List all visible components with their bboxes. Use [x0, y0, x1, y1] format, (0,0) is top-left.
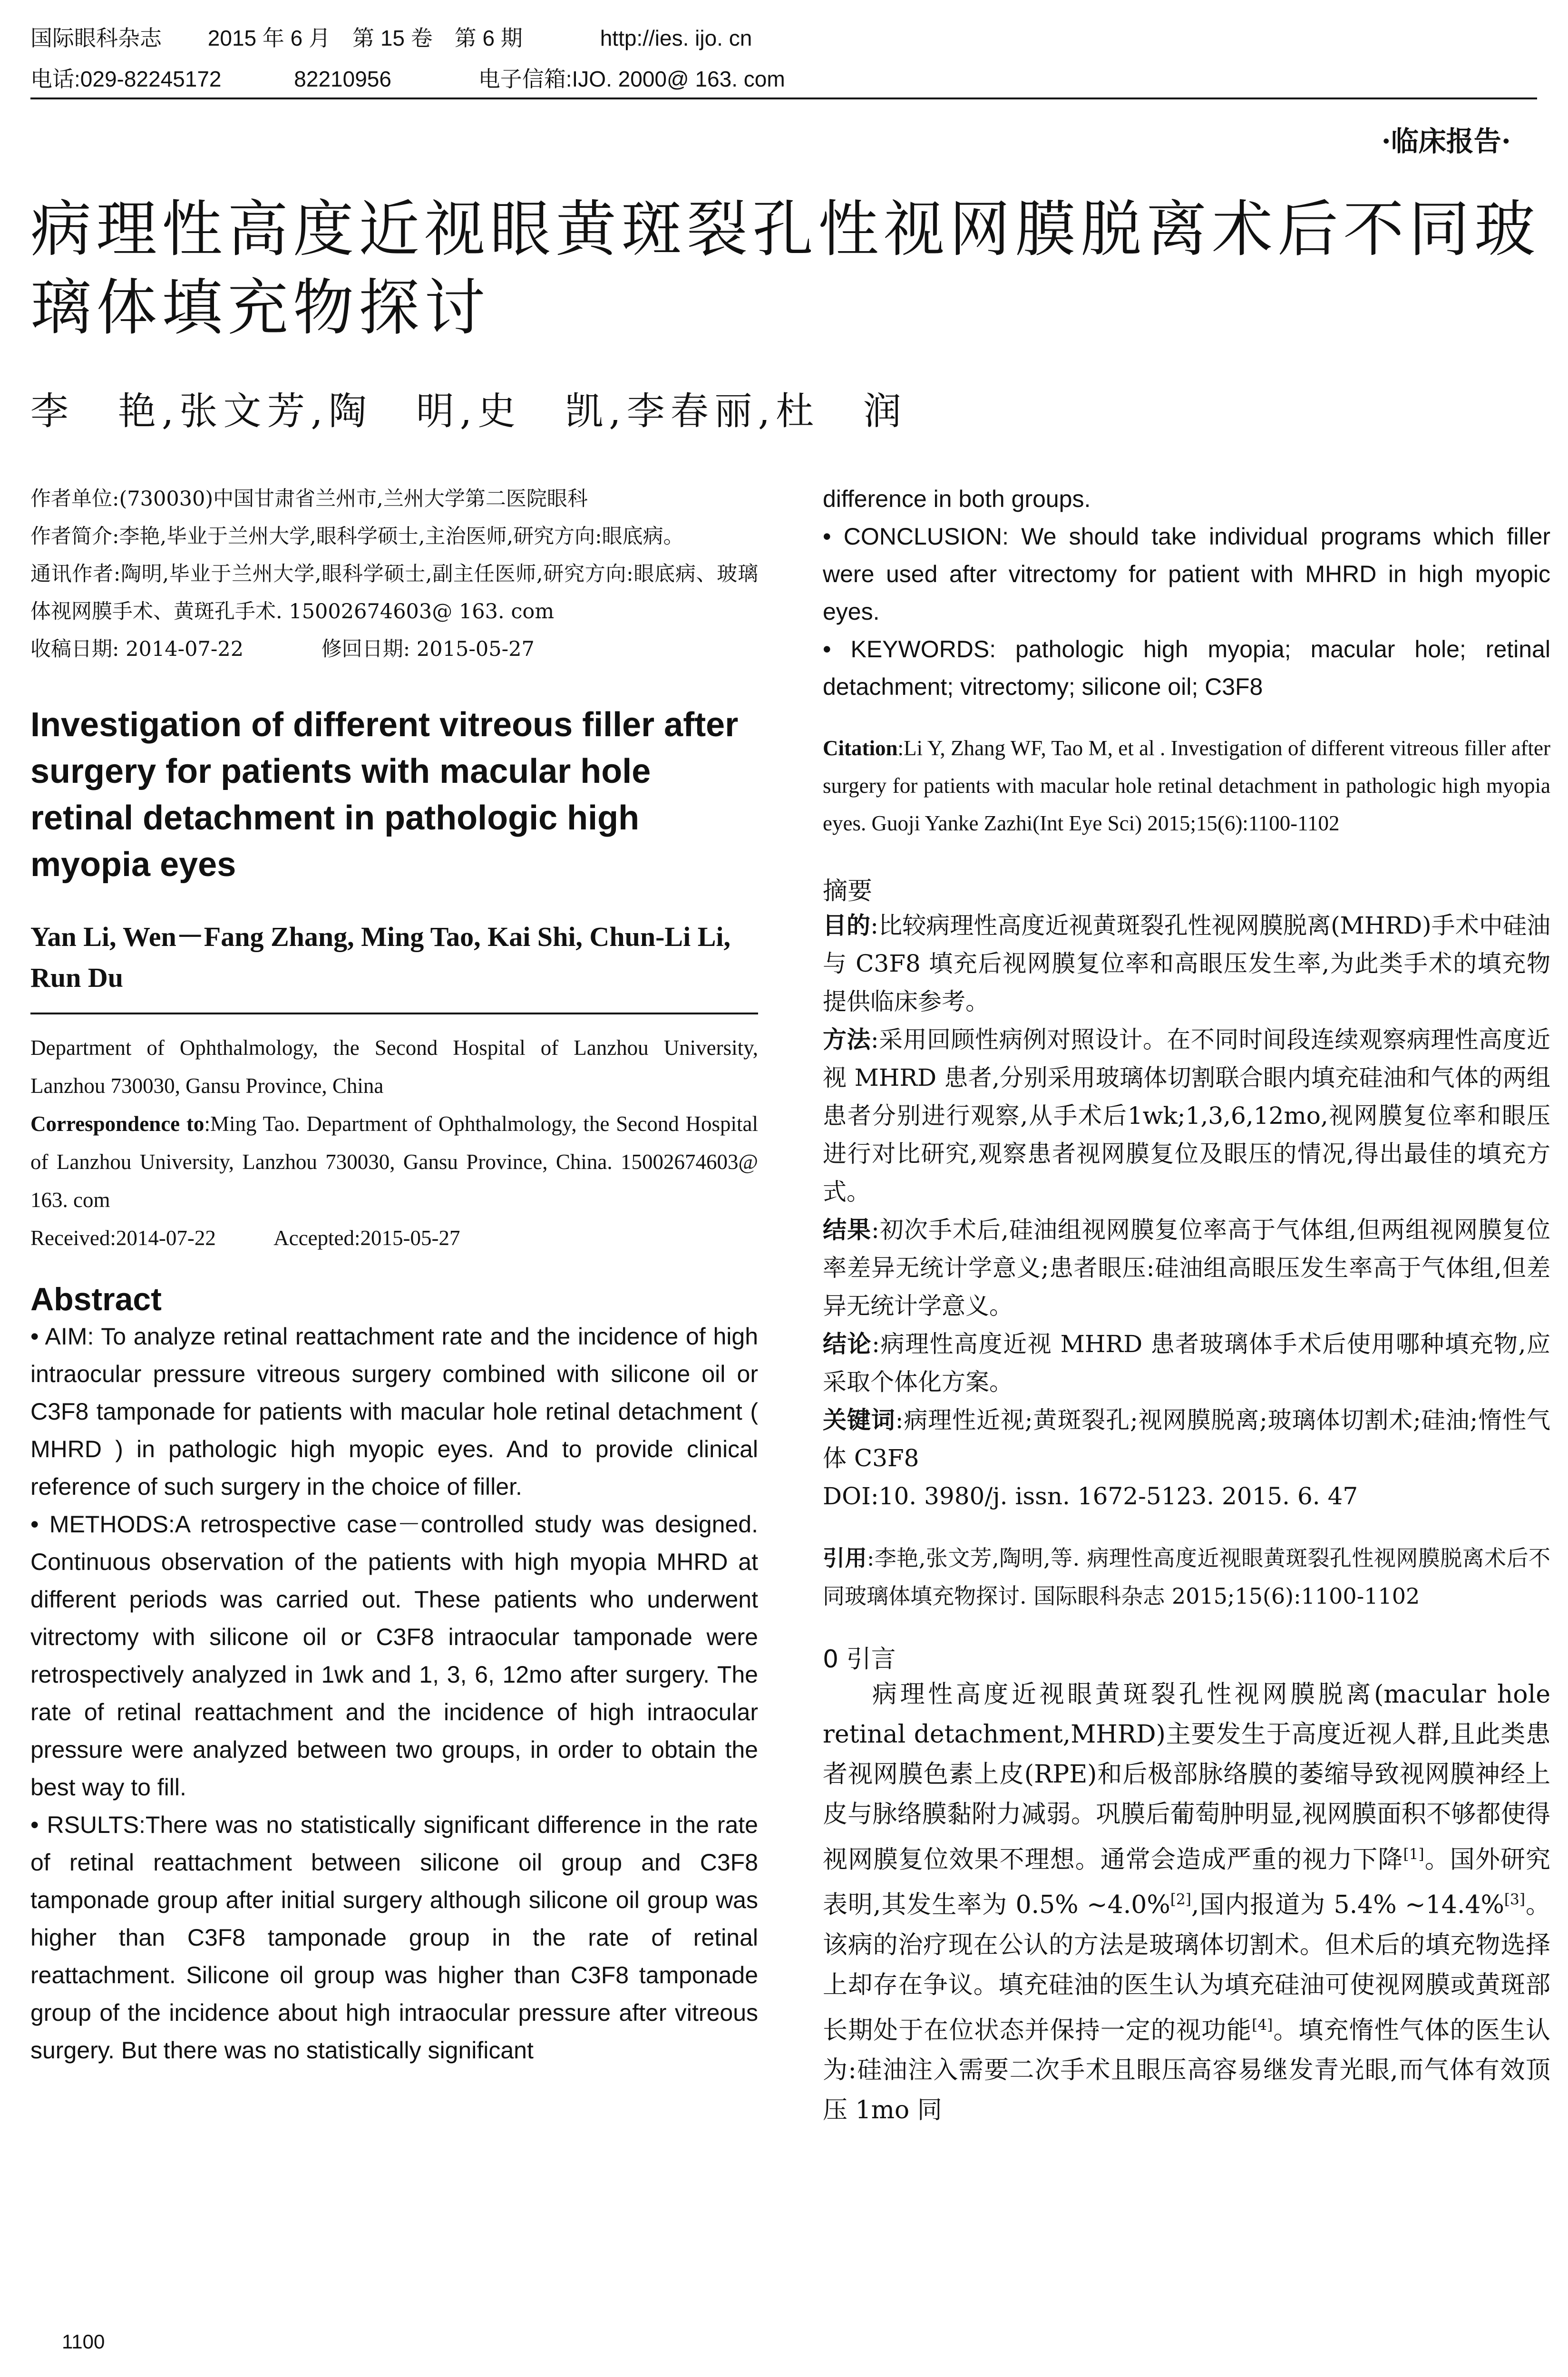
- abstract-results: [30, 1806, 758, 2069]
- accepted-date-en: Accepted:2015-05-27: [273, 1226, 460, 1250]
- cn-conclusion-label: 结论: [823, 1330, 872, 1358]
- abstract-results-continued: difference in both groups.: [823, 486, 1091, 512]
- cn-keywords-text: :病理性近视;黄斑裂孔;视网膜脱离;玻璃体切割术;硅油;惰性气体 C3F8: [823, 1406, 1551, 1472]
- abstract-aim: [30, 1318, 758, 1506]
- cn-conclusion-text: :病理性高度近视 MHRD 患者玻璃体手术后使用哪种填充物,应采取个体化方案。: [823, 1330, 1551, 1396]
- citation-en: [823, 730, 1550, 842]
- cn-abstract-heading: 摘要: [823, 877, 873, 906]
- doi: DOI:10. 3980/j. issn. 1672-5123. 2015. 6. 47: [823, 1482, 1358, 1510]
- cn-results: [823, 1211, 1550, 1325]
- english-title: Investigation of different vitreous filler after surgery for patients with macular hole retinal detachment in pathologic high myopia eyes: [30, 706, 739, 884]
- aim-text: : To analyze retinal reattachment rate and the incidence of high intraocular pressure vitreous surgery combined with silicone oil or C3F8 tamponade for patients with macular hole retinal detachment ( MHRD ) in pathologic high myopic eyes. And to provide clinical reference of such surgery in the choice of filler.: [30, 1323, 758, 1500]
- dates-en: [30, 1219, 758, 1257]
- cn-results-label: 结果: [823, 1216, 872, 1244]
- journal-phone2: 82210956: [294, 67, 391, 91]
- keywords-label: • KEYWORDS: [823, 636, 990, 662]
- left-column: [30, 480, 758, 2069]
- aim-label: • AIM: [30, 1323, 88, 1350]
- running-header-line1: [30, 21, 752, 52]
- objective-text: :比较病理性高度近视黄斑裂孔性视网膜脱离(MHRD)手术中硅油与 C3F8 填充后视网膜复位率和高眼压发生率,为此类手术的填充物提供临床参考。: [823, 912, 1550, 1015]
- intro-text-e: 。填充惰性气体的医生认为:硅油注入需要二次手术且眼压高容易继发青光眼,而气体有效顶压 1mo 同: [823, 2016, 1550, 2124]
- intro-heading: 0 引言: [823, 1645, 896, 1674]
- cn-results-text: :初次手术后,硅油组视网膜复位率高于气体组,但两组视网膜复位率差异无统计学意义;患者眼压:硅油组高眼压发生率高于气体组,但差异无统计学意义。: [823, 1216, 1550, 1320]
- ref-4[interactable]: [4]: [1252, 2016, 1273, 2034]
- citation-label: Citation: [823, 736, 898, 760]
- cn-methods: [823, 1021, 1550, 1211]
- citation-cn: [823, 1539, 1550, 1615]
- author-bio: 作者简介:李艳,毕业于兰州大学,眼科学硕士,主治医师,研究方向:眼底病。: [30, 525, 684, 548]
- issue-info: 2015 年 6 月 第 15 卷 第 6 期: [207, 26, 523, 50]
- authors-cn: 李 艳,张文芳,陶 明,史 凯,李春丽,杜 润: [30, 389, 907, 433]
- results-label: • RSULTS: [30, 1812, 139, 1838]
- intro-text-a: 病理性高度近视眼黄斑裂孔性视网膜脱离(macular hole retinal detachment,MHRD)主要发生于高度近视人群,且此类患者视网膜色素上皮(RPE)和后极部脉络膜的萎缩导致视网膜神经上皮与脉络膜黏附力减弱。巩膜后葡萄肿明显,视网膜面积不够都使得视网膜复位效果不理想。通常会造成严重的视力下降: [823, 1680, 1550, 1874]
- ref-1[interactable]: [1]: [1403, 1846, 1424, 1863]
- journal-name: 国际眼科杂志: [30, 26, 162, 50]
- methods-label: • METHODS: [30, 1511, 168, 1538]
- keywords-text: : pathologic high myopia; macular hole; retinal detachment; vitrectomy; silicone oil; C3F8: [823, 636, 1550, 700]
- citation-cn-label: 引用: [823, 1545, 867, 1571]
- methods-text: :A retrospective case－controlled study was designed. Continuous observation of the patients with high myopia MHRD at different periods was carried out. These patients who underwent vitrectomy with silicone oil or C3F8 intraocular tamponade were retrospectively analyzed in 1wk and 1, 3, 6, 12mo after surgery. The rate of retinal reattachment and the incidence of high intraocular pressure were analyzed between two groups, in order to obtain the best way to fill.: [30, 1511, 758, 1801]
- affiliation: 作者单位:(730030)中国甘肃省兰州市,兰州大学第二医院眼科: [30, 487, 588, 511]
- citation-text: :Li Y, Zhang WF, Tao M, et al . Investigation of different vitreous filler after surgery for patients with macular hole retinal detachment in pathologic high myopia eyes. Guoji Yanke Zazhi(Int Eye Sci) 2015;15(6):1100-1102: [823, 736, 1550, 835]
- article-title: 病理性高度近视眼黄斑裂孔性视网膜脱离术后不同玻璃体填充物探讨: [30, 194, 1540, 343]
- right-column: [823, 480, 1550, 2130]
- cn-objective: [823, 906, 1550, 1021]
- abstract-methods: [30, 1506, 758, 1806]
- received-date-cn: 收稿日期: 2014-07-22: [30, 637, 244, 661]
- objective-label: 目的: [823, 912, 871, 939]
- results-text: :There was no statistically significant difference in the rate of retinal reattachment between silicone oil group and C3F8 tamponade group after initial surgery although silicone oil group was higher than C3F8 tamponade group in the rate of retinal reattachment. Silicone oil group was higher than C3F8 tamponade group of the incidence about high intraocular pressure after vitreous surgery. But there was no statistically significant: [30, 1812, 758, 2064]
- abstract-conclusion: [823, 518, 1550, 631]
- intro-text-b: 。国外研究表明,其发生率为 0.5% ~4.0%: [823, 1845, 1550, 1919]
- journal-url: http://ies. ijo. cn: [600, 26, 752, 50]
- ref-2[interactable]: [2]: [1170, 1891, 1191, 1909]
- citation-cn-text: :李艳,张文芳,陶明,等. 病理性高度近视眼黄斑裂孔性视网膜脱离术后不同玻璃体填充物探讨. 国际眼科杂志 2015;15(6):1100-1102: [823, 1545, 1551, 1609]
- cn-methods-text: :采用回顾性病例对照设计。在不同时间段连续观察病理性高度近视 MHRD 患者,分别采用玻璃体切割联合眼内填充硅油和气体的两组患者分别进行观察,从手术后1wk;1,3,6,12mo,视网膜复位率和眼压进行对比研究,观察患者视网膜复位及眼压的情况,得出最佳的填充方式。: [823, 1026, 1550, 1206]
- cn-keywords-label: 关键词: [823, 1406, 896, 1434]
- cn-methods-label: 方法: [823, 1026, 871, 1053]
- revised-date-cn: 修回日期: 2015-05-27: [321, 637, 535, 661]
- journal-phone: 电话:029-82245172: [30, 67, 222, 91]
- english-authors: Yan Li, Wen－Fang Zhang, Ming Tao, Kai Shi, Chun-Li Li, Run Du: [30, 921, 731, 993]
- running-header-line2: [30, 62, 785, 93]
- abstract-heading: Abstract: [30, 1281, 162, 1317]
- corresponding-author: 通讯作者:陶明,毕业于兰州大学,眼科学硕士,副主任医师,研究方向:眼底病、玻璃体视网膜手术、黄斑孔手术. 15002674603@ 163. com: [30, 562, 758, 623]
- journal-email: 电子信箱:IJO. 2000@ 163. com: [478, 67, 785, 91]
- cn-keywords: [823, 1401, 1550, 1477]
- correspondence-en: [30, 1105, 758, 1219]
- ref-3[interactable]: [3]: [1504, 1891, 1526, 1909]
- intro-text-d: 。该病的治疗现在公认的方法是玻璃体切割术。但术后的填充物选择上却存在争议。填充硅油的医生认为填充硅油可使视网膜或黄斑部长期处于在位状态并保持一定的视功能: [823, 1890, 1550, 2045]
- author-rule: [30, 998, 758, 1014]
- cn-conclusion: [823, 1325, 1550, 1401]
- intro-paragraph: [823, 1675, 1550, 2130]
- received-date-en: Received:2014-07-22: [30, 1226, 216, 1250]
- dates-cn: [30, 631, 758, 668]
- abstract-keywords: [823, 631, 1550, 706]
- correspondence-text: :Ming Tao. Department of Ophthalmology, the Second Hospital of Lanzhou University, Lanzhou 730030, Gansu Province, China. 15002674603@ 163. com: [30, 1112, 758, 1212]
- page-number: 1100: [62, 2330, 105, 2353]
- conclusion-text: : We should take individual programs which filler were used after vitrectomy for patient with MHRD in high myopic eyes.: [823, 523, 1550, 625]
- section-label: ·临床报告·: [1381, 125, 1511, 157]
- intro-text-c: ,国内报道为 5.4% ~14.4%: [1191, 1890, 1504, 1919]
- header-rule: [30, 97, 1537, 99]
- conclusion-label: • CONCLUSION: [823, 523, 1003, 550]
- department: Department of Ophthalmology, the Second Hospital of Lanzhou University, Lanzhou 730030, Gansu Province, China: [30, 1036, 758, 1098]
- correspondence-label: Correspondence to: [30, 1112, 205, 1136]
